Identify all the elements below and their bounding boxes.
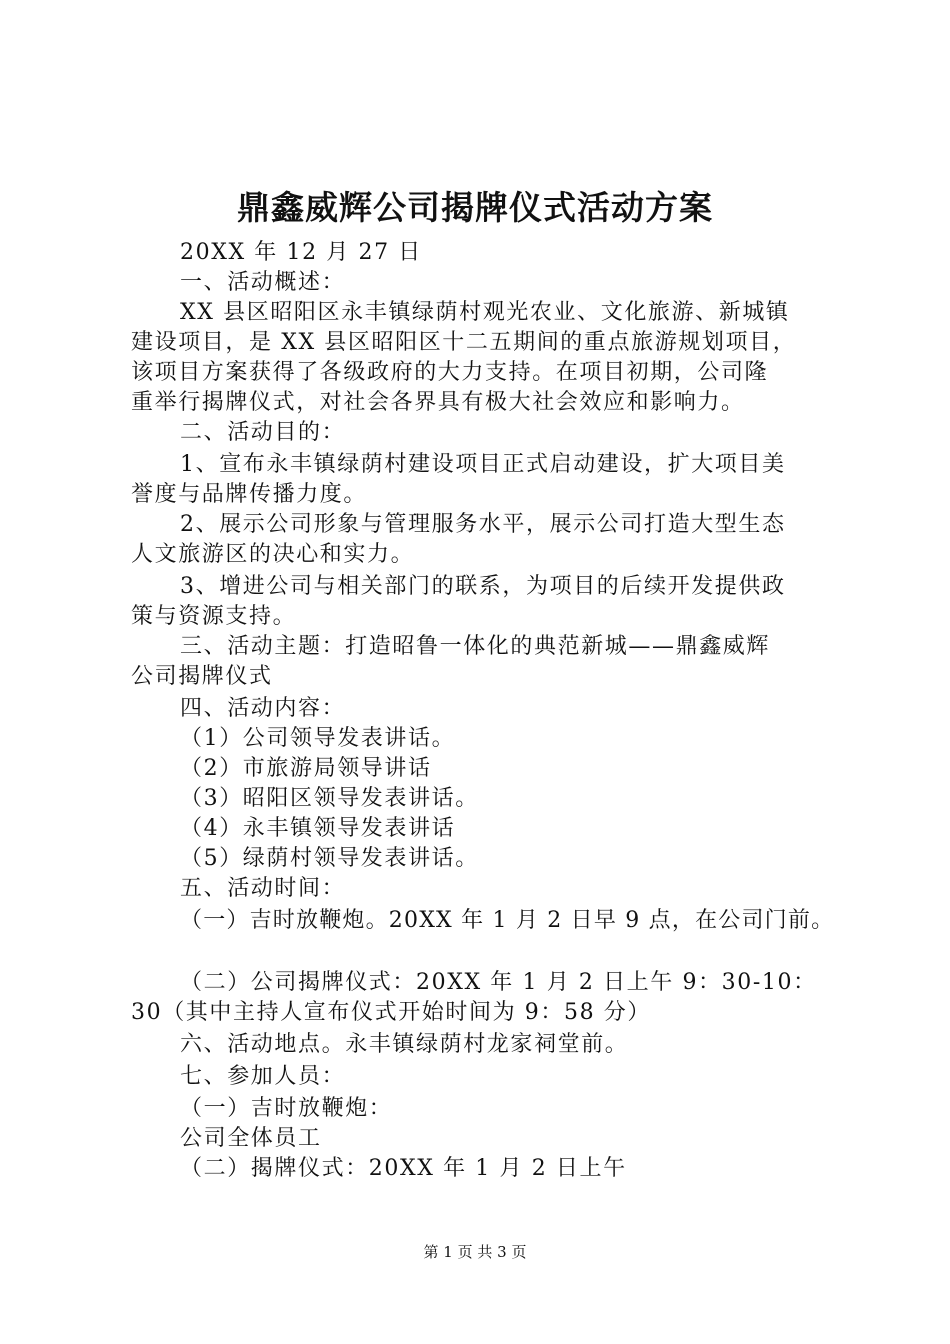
paragraph-line: 策与资源支持。 xyxy=(131,604,297,629)
paragraph-line: 该项目方案获得了各级政府的大力支持。在项目初期，公司隆 xyxy=(131,360,769,385)
paragraph-line: 30（其中主持人宣布仪式开始时间为 9：58 分） xyxy=(131,1000,651,1025)
document-date: 20XX 年 12 月 27 日 xyxy=(180,240,422,265)
section-heading-overview: 一、活动概述： xyxy=(180,270,346,295)
paragraph-line: 公司全体员工 xyxy=(180,1126,322,1151)
section-heading-theme: 三、活动主题：打造昭鲁一体化的典范新城——鼎鑫威辉 xyxy=(180,634,771,659)
paragraph-line: （一）吉时放鞭炮。20XX 年 1 月 2 日早 9 点，在公司门前。 xyxy=(180,908,835,933)
paragraph-line: 人文旅游区的决心和实力。 xyxy=(131,542,415,567)
list-item: （一）吉时放鞭炮： xyxy=(180,1096,393,1121)
paragraph-line: 公司揭牌仪式 xyxy=(131,664,273,689)
document-title: 鼎鑫威辉公司揭牌仪式活动方案 xyxy=(237,188,713,227)
list-item: （2）市旅游局领导讲话 xyxy=(180,756,432,781)
list-item: （5）绿荫村领导发表讲话。 xyxy=(180,846,479,871)
list-item: （3）昭阳区领导发表讲话。 xyxy=(180,786,479,811)
paragraph-line: XX 县区昭阳区永丰镇绿荫村观光农业、文化旅游、新城镇 xyxy=(180,300,790,325)
section-heading-participants: 七、参加人员： xyxy=(180,1064,346,1089)
section-heading-location: 六、活动地点。永丰镇绿荫村龙家祠堂前。 xyxy=(180,1032,629,1057)
paragraph-line: （二）公司揭牌仪式：20XX 年 1 月 2 日上午 9：30-10： xyxy=(180,970,817,995)
list-item: （1）公司领导发表讲话。 xyxy=(180,726,456,751)
paragraph-line: 建设项目，是 XX 县区昭阳区十二五期间的重点旅游规划项目， xyxy=(131,330,797,355)
paragraph-line: 重举行揭牌仪式，对社会各界具有极大社会效应和影响力。 xyxy=(131,390,745,415)
paragraph-line: 誉度与品牌传播力度。 xyxy=(131,482,368,507)
list-item: （二）揭牌仪式：20XX 年 1 月 2 日上午 xyxy=(180,1156,627,1181)
section-heading-time: 五、活动时间： xyxy=(180,876,346,901)
section-heading-purpose: 二、活动目的： xyxy=(180,420,346,445)
section-heading-content: 四、活动内容： xyxy=(180,696,346,721)
paragraph-line: 3、增进公司与相关部门的联系，为项目的后续开发提供政 xyxy=(180,574,786,599)
list-item: （4）永丰镇领导发表讲话 xyxy=(180,816,456,841)
paragraph-line: 2、展示公司形象与管理服务水平，展示公司打造大型生态 xyxy=(180,512,786,537)
page-number-footer: 第 1 页 共 3 页 xyxy=(423,1243,527,1261)
paragraph-line: 1、宣布永丰镇绿荫村建设项目正式启动建设，扩大项目美 xyxy=(180,452,786,477)
